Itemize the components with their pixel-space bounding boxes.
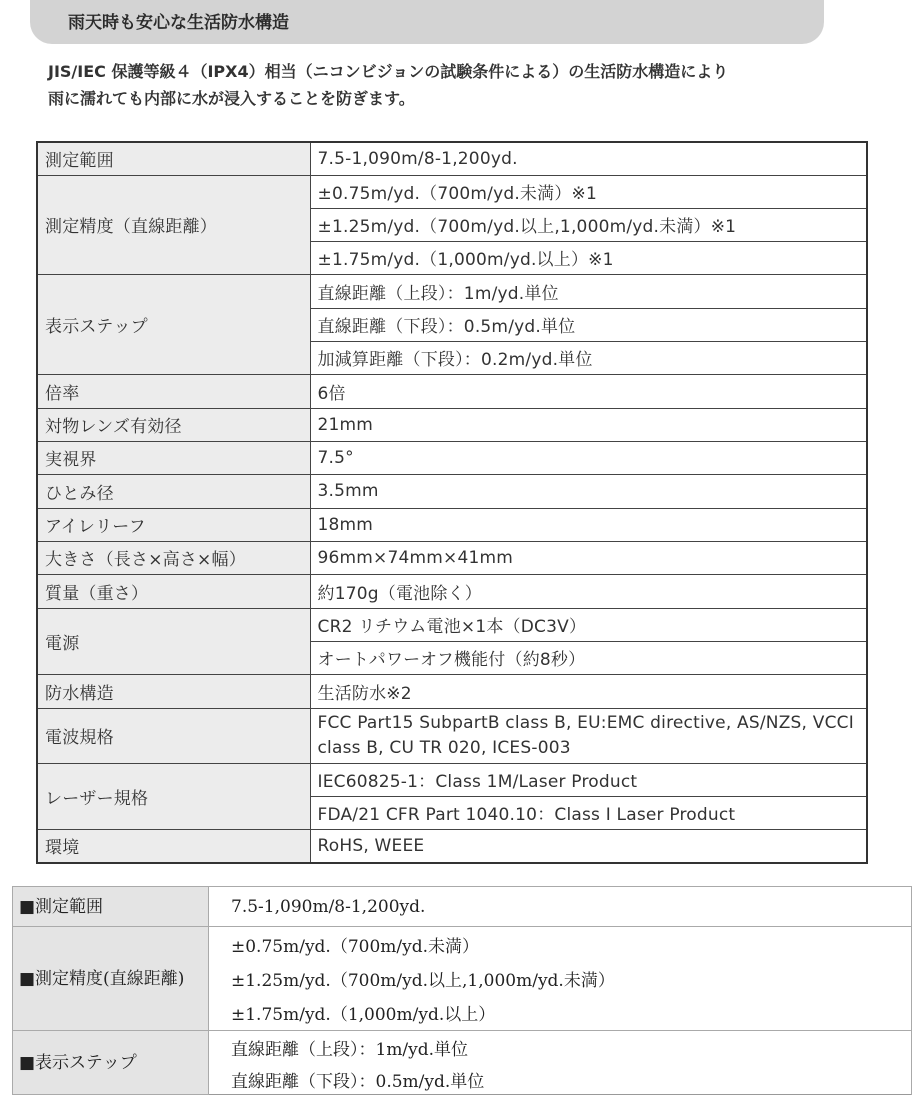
table-row bbox=[37, 274, 867, 308]
row-label: 実視界 bbox=[37, 441, 310, 474]
row-value: ±1.75m/yd.（1,000m/yd.以上）※1 bbox=[310, 241, 867, 274]
intro-line-1: JIS/IEC 保護等級４（IPX4）相当（ニコンビジョンの試験条件による）の生活防水構造により bbox=[48, 62, 729, 81]
row-label: レーザー規格 bbox=[37, 763, 310, 829]
row-label: 対物レンズ有効径 bbox=[37, 408, 310, 441]
row-value: 7.5-1,090m/8-1,200yd. bbox=[310, 142, 867, 175]
row-value: 6倍 bbox=[310, 374, 867, 408]
table-row bbox=[37, 674, 867, 708]
row-label: 測定範囲 bbox=[37, 142, 310, 175]
row-value: 直線距離（下段）：0.5m/yd.単位 bbox=[310, 308, 867, 341]
banner-title: 雨天時も安心な生活防水構造 bbox=[68, 13, 289, 33]
table-row bbox=[13, 1031, 912, 1065]
row-label: 防水構造 bbox=[37, 674, 310, 708]
table-row bbox=[37, 441, 867, 474]
row-value: ±0.75m/yd.（700m/yd.未満）※1 bbox=[310, 175, 867, 208]
row-value: ±1.75m/yd.（1,000m/yd.以上） bbox=[209, 995, 912, 1031]
row-value: 加減算距離（下段）：0.2m/yd.単位 bbox=[310, 341, 867, 374]
spec-table-secondary bbox=[12, 886, 912, 1095]
row-value: 21mm bbox=[310, 408, 867, 441]
row-value: 生活防水※2 bbox=[310, 674, 867, 708]
table-row bbox=[37, 474, 867, 508]
row-label: ■表示ステップ bbox=[13, 1031, 209, 1095]
row-value: ±0.75m/yd.（700m/yd.未満） bbox=[209, 927, 912, 962]
row-label: アイレリーフ bbox=[37, 508, 310, 541]
table-row bbox=[37, 829, 867, 863]
row-label: 表示ステップ bbox=[37, 274, 310, 374]
row-value: 18mm bbox=[310, 508, 867, 541]
row-label: 測定精度（直線距離） bbox=[37, 175, 310, 274]
row-value: 3.5mm bbox=[310, 474, 867, 508]
row-value: FCC Part15 SubpartB class B, EU:EMC directive, AS/NZS, VCCI class B, CU TR 020, ICES-003 bbox=[310, 708, 867, 763]
row-label: 大きさ（長さ×高さ×幅） bbox=[37, 541, 310, 574]
row-value: 約170g（電池除く） bbox=[310, 574, 867, 608]
table-row bbox=[37, 541, 867, 574]
table-row bbox=[13, 927, 912, 962]
table-row bbox=[37, 142, 867, 175]
row-value: RoHS, WEEE bbox=[310, 829, 867, 863]
table-row bbox=[37, 763, 867, 796]
row-value: FDA/21 CFR Part 1040.10：Class I Laser Product bbox=[310, 796, 867, 829]
table-row bbox=[37, 374, 867, 408]
row-value: 7.5-1,090m/8-1,200yd. bbox=[209, 887, 912, 927]
row-label: ■測定範囲 bbox=[13, 887, 209, 927]
row-label: 環境 bbox=[37, 829, 310, 863]
table-row bbox=[13, 887, 912, 927]
spec-table bbox=[36, 141, 868, 864]
row-value: 7.5° bbox=[310, 441, 867, 474]
table-row bbox=[37, 508, 867, 541]
row-label: 倍率 bbox=[37, 374, 310, 408]
row-value: ±1.25m/yd.（700m/yd.以上,1,000m/yd.未満） bbox=[209, 962, 912, 995]
table-row bbox=[37, 608, 867, 641]
row-value: 直線距離（上段）：1m/yd.単位 bbox=[310, 274, 867, 308]
row-label: 電源 bbox=[37, 608, 310, 674]
row-value: 96mm×74mm×41mm bbox=[310, 541, 867, 574]
row-value: ±1.25m/yd.（700m/yd.以上,1,000m/yd.未満）※1 bbox=[310, 208, 867, 241]
row-value: 直線距離（上段）：1m/yd.単位 bbox=[209, 1031, 912, 1065]
intro-text bbox=[48, 58, 898, 112]
table-row bbox=[37, 708, 867, 763]
row-value: CR2 リチウム電池×1本（DC3V） bbox=[310, 608, 867, 641]
row-label: 質量（重さ） bbox=[37, 574, 310, 608]
intro-line-2: 雨に濡れても内部に水が浸入することを防ぎます。 bbox=[48, 89, 415, 108]
table-row bbox=[37, 408, 867, 441]
row-label: 電波規格 bbox=[37, 708, 310, 763]
row-label: ■測定精度(直線距離) bbox=[13, 927, 209, 1031]
row-label: ひとみ径 bbox=[37, 474, 310, 508]
section-banner bbox=[30, 0, 824, 44]
table-row bbox=[37, 175, 867, 208]
row-value: 直線距離（下段）：0.5m/yd.単位 bbox=[209, 1065, 912, 1095]
row-value: IEC60825-1：Class 1M/Laser Product bbox=[310, 763, 867, 796]
row-value: オートパワーオフ機能付（約8秒） bbox=[310, 641, 867, 674]
table-row bbox=[37, 574, 867, 608]
